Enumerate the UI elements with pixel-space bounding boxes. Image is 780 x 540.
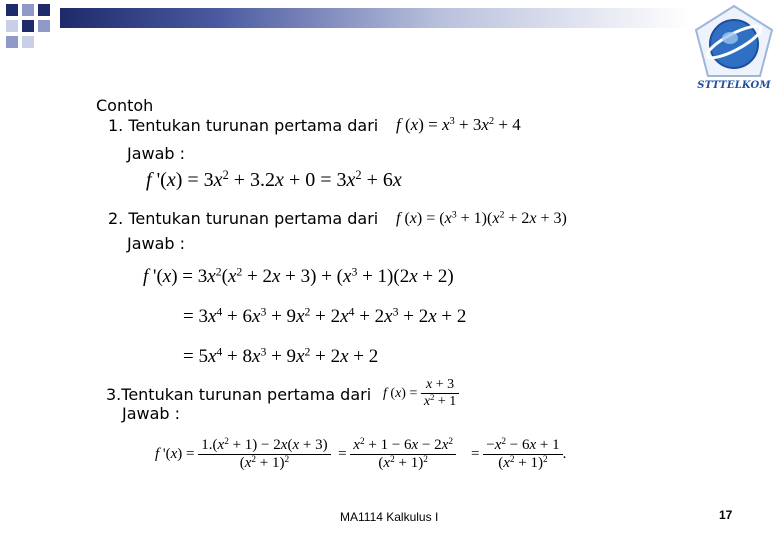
example-heading: Contoh: [96, 96, 154, 115]
footer-course-name: MA1114 Kalkulus I: [340, 510, 439, 524]
logo-pentagon-icon: [690, 2, 778, 82]
question-2-solution-line-2: = $3x^4 + 6x^3 + 9x^2 + 2x^4 + 2x^3 + 2x + 2$: [183, 305, 467, 327]
sttelkom-logo: [690, 2, 778, 96]
question-2-formula: f $(x) = (x^3 + 1)(x^2 + 2x + 3)$: [396, 209, 567, 227]
question-3-solution: f '(x) = $\frac{1.(x^2 + 1) - 2x(x + 3)}{(x^2 + 1)^2}$ = $\frac{x^2 + 1 - 6x - 2x^2}{(x^2 + 1)^2}$ = $\frac{-x^2 - 6x + 1}{(x^2 + 1)^2}$ .: [155, 436, 567, 472]
logo-text: STTTELKOM: [697, 80, 771, 91]
question-1-solution: f '$(x) = 3x^2 + 3.2x + 0 = 3x^2 + 6x$: [146, 168, 402, 191]
question-3-formula: f (x) = $\frac{x + 3}{x^2 + 1}$: [383, 377, 459, 410]
question-1-answer-label: Jawab :: [127, 144, 186, 163]
page-number: 17: [719, 508, 733, 522]
question-3-label: 3.Tentukan turunan pertama dari: [106, 385, 372, 404]
question-2-answer-label: Jawab :: [127, 234, 186, 253]
question-1-label: 1. Tentukan turunan pertama dari: [108, 116, 379, 135]
question-2-label: 2. Tentukan turunan pertama dari: [108, 209, 379, 228]
question-2-solution-line-3: = $5x^4 + 8x^3 + 9x^2 + 2x + 2$: [183, 345, 379, 367]
question-1-formula-full: f $(x) = x^3 + 3x^2 + 4$: [396, 115, 521, 134]
question-3-answer-label: Jawab :: [122, 404, 181, 423]
question-2-solution-line-1: f '$(x) = 3x^2(x^2 + 2x + 3) + (x^3 + 1)(2x + 2)$: [143, 265, 454, 287]
header-gradient-band: [60, 8, 690, 28]
